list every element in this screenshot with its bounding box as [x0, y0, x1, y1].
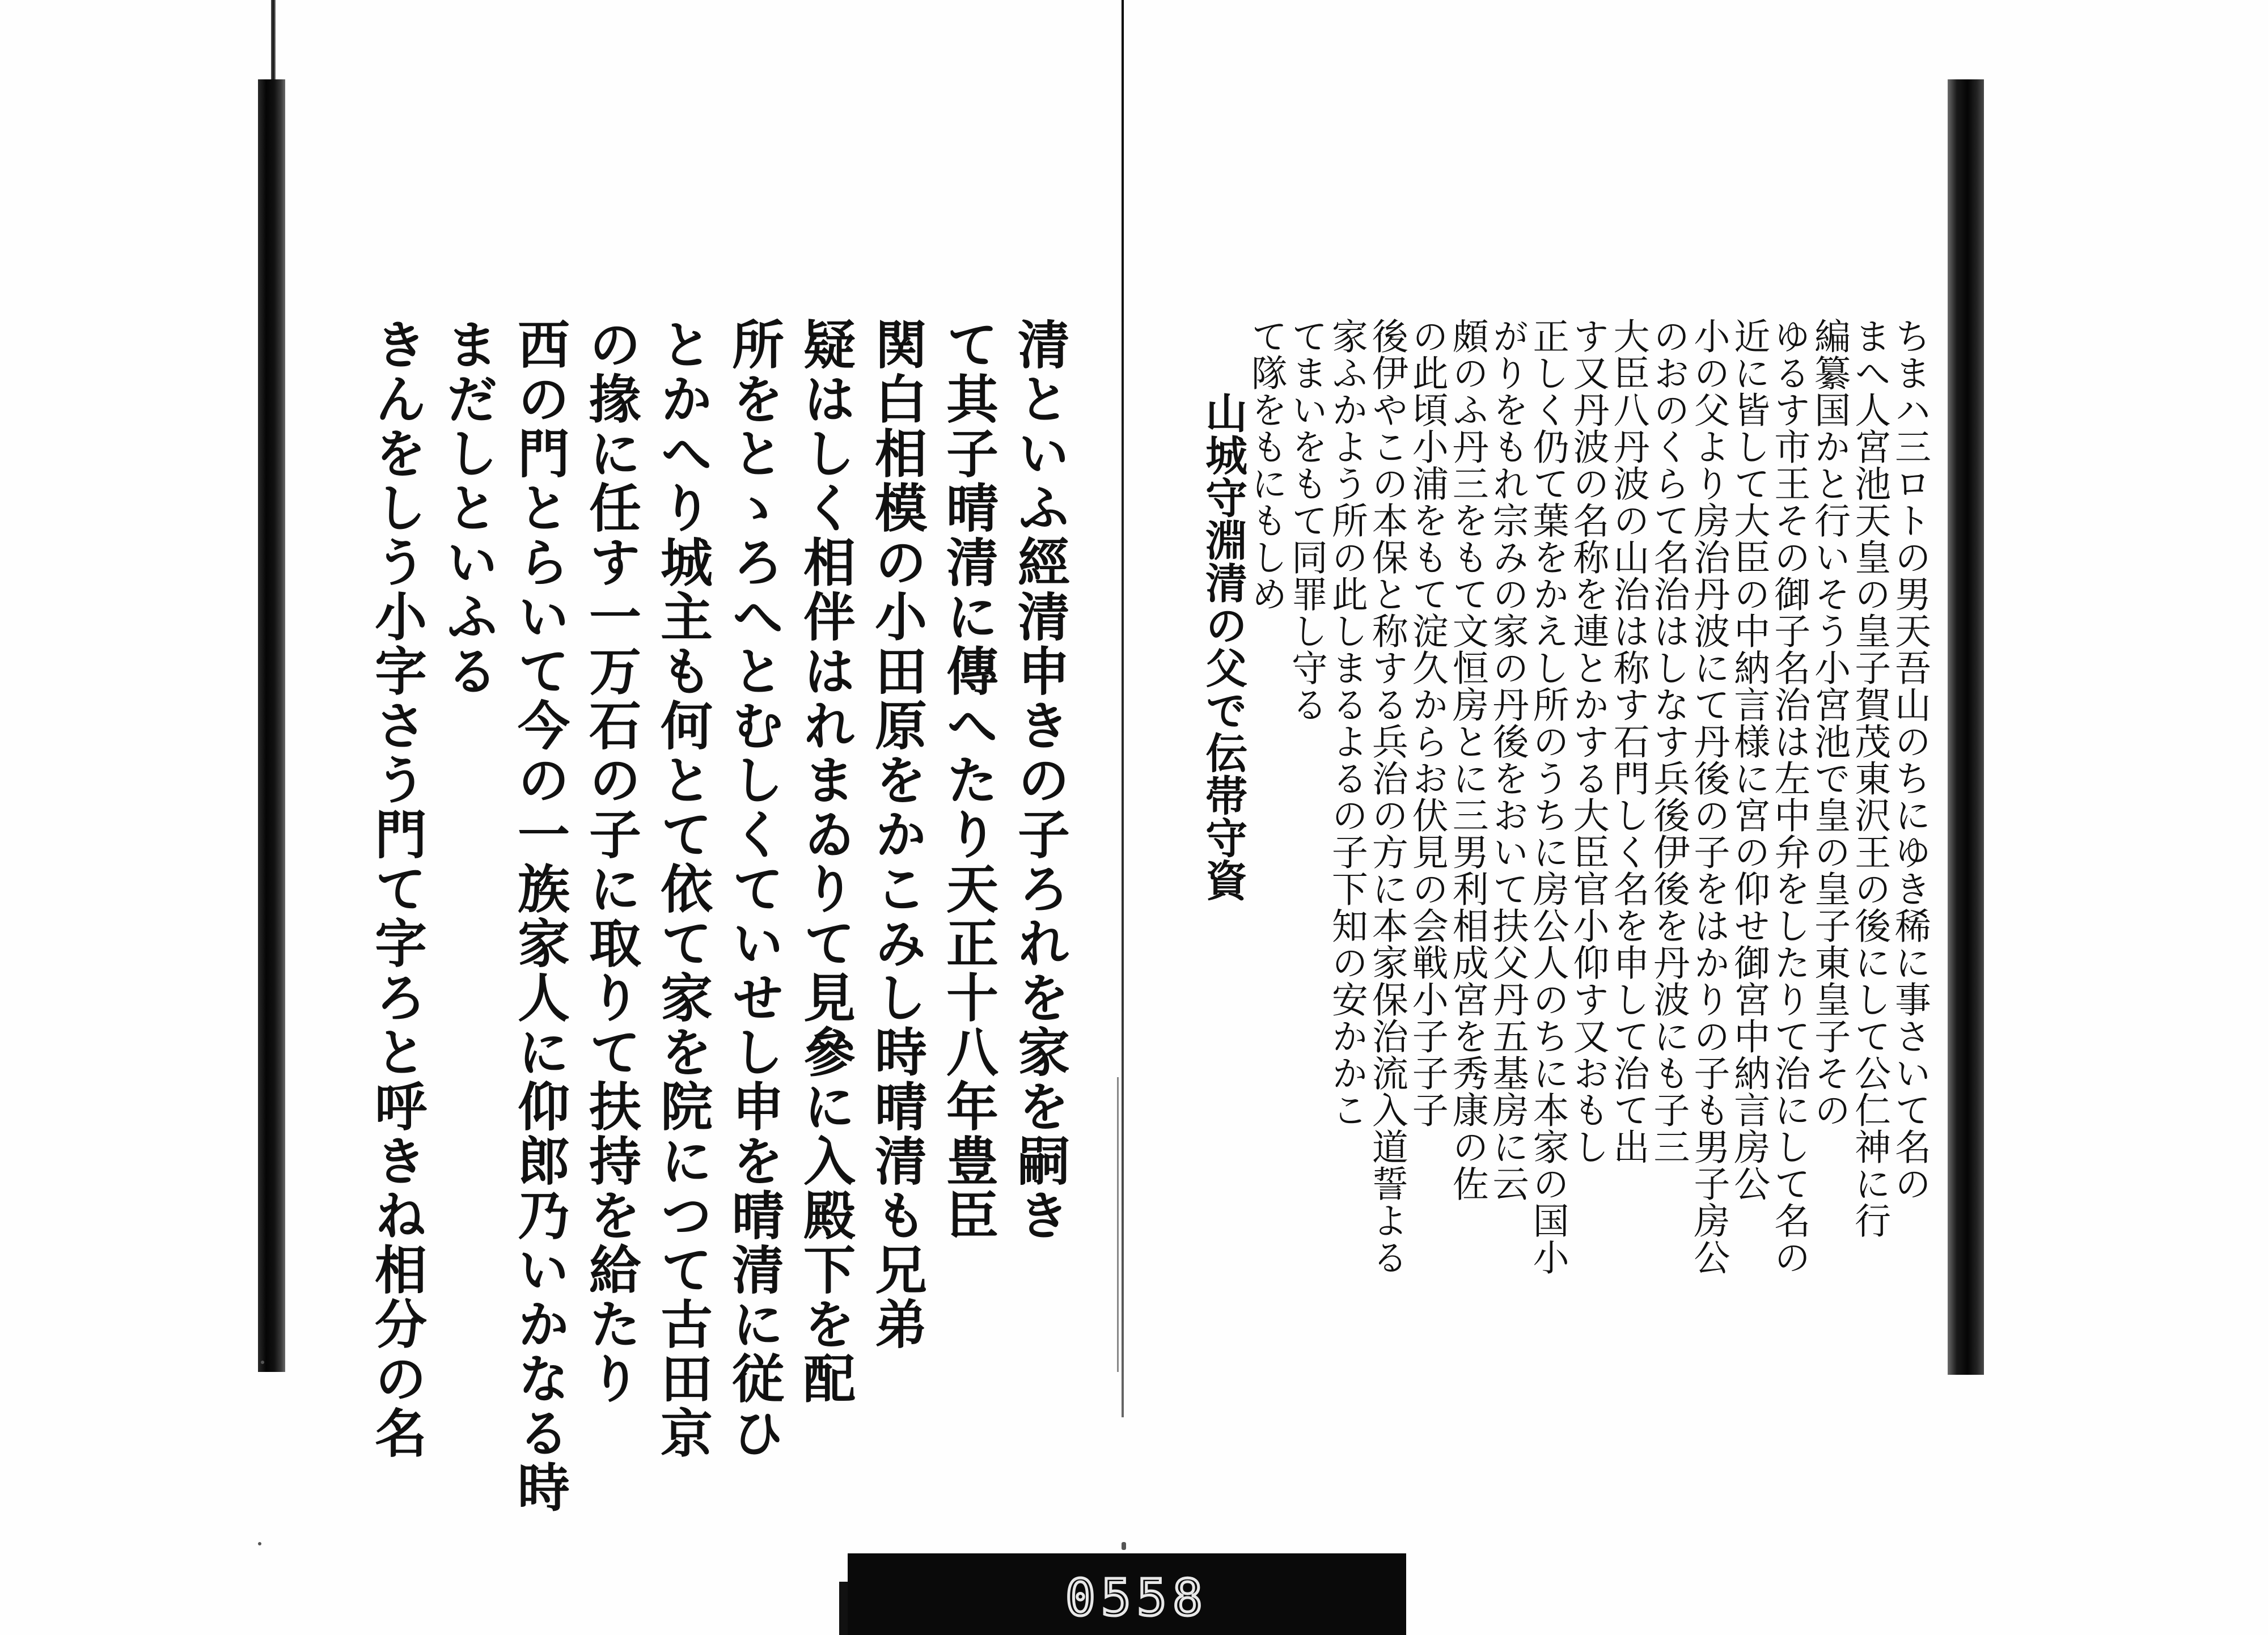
text-column: 頗のふ丹三をもて文恒房とに三男利相成宮を秀康の佐: [1446, 317, 1488, 1202]
text-column: 疑はしく相伴はれまゐりて見參に入殿下を配: [795, 317, 856, 1406]
left-page-edge-top: [271, 0, 276, 85]
text-column: 小の父より房治丹波にて丹後の子をはかりの子も男子房公: [1687, 317, 1730, 1276]
signature-column: 山城守淵清の父で伝帯守資: [1199, 391, 1248, 901]
text-column: 関白相模の小田原をかこみし時晴清も兄弟: [866, 317, 928, 1352]
text-column: のおのくらて名治はしなす兵後伊後を丹波にも子三: [1647, 317, 1690, 1165]
left-page-edge: [258, 79, 285, 1372]
text-column: 大臣八丹波の山治は称す石門しく名を申して治て出: [1607, 317, 1649, 1165]
text-column: 編纂国かと行いそう小宮池で皇の皇子東皇子その: [1808, 317, 1851, 1128]
text-column: の此頃小浦をもて淀久からお伏見の会戦小子子子: [1406, 317, 1448, 1128]
right-page-edge: [1948, 79, 1984, 1375]
text-column: きんをしう小字さう門て字ろと呼きね相分の名: [366, 317, 428, 1460]
text-column: 家ふかよう所の此しまるよるの子下知の安かかこ: [1325, 317, 1368, 1128]
text-column: ちまハ三ロトの男天吾山のちにゆき稀に事さいて名の: [1889, 317, 1931, 1202]
text-column: て其子晴清に傳へたり天正十八年豊臣: [938, 317, 999, 1243]
text-column: す又丹波の名称を連とかする大臣官小仰す又おもし: [1567, 317, 1609, 1165]
text-column: とかへり城主も何とて依て家を院につて古田京: [652, 317, 713, 1460]
text-column: て隊をもにもしめ: [1245, 317, 1287, 612]
left-page: [352, 317, 1070, 1515]
book-gutter-shadow: [1117, 1077, 1119, 1372]
text-column: ゆるす市王その御子名治は左中弁をしたりて治にして名の: [1768, 317, 1810, 1276]
right-page: [1199, 317, 1931, 1281]
text-column: まへ人宮池天皇の皇子賀茂東沢王の後にして公仁神に行: [1848, 317, 1891, 1239]
text-column: 後伊やこの本保と称する兵治の方に本家保治流入道誓よる: [1365, 317, 1408, 1276]
left-page-columns: [352, 317, 1070, 1515]
scan-speck: [1122, 1542, 1126, 1550]
text-column: 所をとゝろへとむしくていせし申を晴清に従ひ: [723, 317, 785, 1460]
right-page-columns: [1199, 317, 1931, 1281]
text-column: まだしといふる: [438, 317, 499, 698]
scan-speck: [258, 1542, 261, 1545]
archive-number: 0558: [1065, 1568, 1208, 1627]
text-column: がりをもれ宗みの家の丹後をおいて扶父丹五基房に云: [1486, 317, 1529, 1202]
text-column: てまいをもて同罪し守る: [1285, 317, 1327, 723]
book-gutter: [1122, 0, 1124, 1417]
text-column: 近に皆して大臣の中納言様に宮の仰せ御宮中納言房公: [1728, 317, 1770, 1202]
scan-speck: [261, 1361, 264, 1364]
text-column: 正しく仍て葉をかえし所のうちに房公人のちに本家の国小: [1526, 317, 1569, 1276]
text-column: 清といふ經清申きの子ろれを家を嗣き: [1009, 317, 1070, 1243]
text-column: 西の門とらいて今の一族家人に仰郎乃いかなる時: [509, 317, 570, 1515]
text-column: の掾に任す一万石の子に取りて扶持を給たり: [581, 317, 642, 1406]
